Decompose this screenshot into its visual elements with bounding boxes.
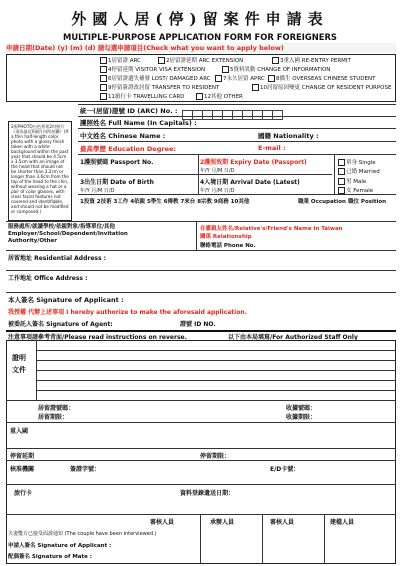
single-option[interactable]: 單身 Single — [338, 158, 376, 166]
chinese-name-label: 中文姓名 Chinese Name : — [80, 132, 166, 140]
batch-date-label: 資料登錄遺送日期： — [180, 490, 235, 497]
apply-item-11[interactable]: 11旅行卡 TRAVELLING CARD — [100, 92, 184, 100]
travel-card-label: 旅行卡 — [14, 490, 33, 497]
row-divider — [6, 250, 396, 251]
apply-item-5[interactable]: 5資料異動 CHANGE OF INFORMATION — [222, 65, 330, 73]
ed-card-label: E/D卡號： — [270, 466, 300, 473]
filer-label: 建檔人員 — [330, 519, 355, 526]
office-label: 工作地址 Office Address : — [8, 275, 88, 282]
couple-mate-signature: 配偶簽名 Signature of Mate : — [8, 554, 92, 560]
row-divider — [36, 370, 396, 371]
agent-id-label: 證號 ID NO. — [180, 321, 216, 328]
form-title-zh: 外國人居(停)留案件申請表 — [71, 10, 329, 28]
row-divider — [36, 360, 396, 361]
employer-label: 服務處所/就讀學校/依親對象/指導單位/其他 Employer/School/Dependent/Invitation Authority/Other — [8, 224, 128, 244]
married-option[interactable]: 已婚 Married — [338, 167, 380, 175]
row-divider — [6, 460, 396, 461]
position-label: 職位 Position — [348, 199, 387, 205]
visa-no-label: 簽證字號： — [70, 466, 101, 473]
row-divider — [6, 221, 396, 222]
dob-label: 3出生日期 Date of Birth — [80, 179, 154, 186]
male-option[interactable]: 男 Male — [338, 177, 366, 185]
row-divider — [78, 141, 396, 142]
row-divider — [36, 390, 396, 391]
row-divider — [36, 380, 396, 381]
row-divider — [6, 292, 396, 293]
stop-label: 停留延期 — [10, 453, 35, 460]
col-divider — [196, 221, 197, 250]
row-divider — [78, 128, 396, 129]
apply-item-8[interactable]: 8僑生 OVERSEAS CHINESE STUDENT — [268, 74, 375, 82]
row-divider — [6, 514, 396, 515]
row-divider — [78, 116, 396, 117]
return-label: 重入國 — [10, 428, 29, 435]
relationship-label: 關係 Relationship — [200, 234, 252, 240]
auditor-label: 審核人員 — [150, 519, 175, 526]
apply-item-4[interactable]: 4停留延期 VISITOR VISA EXTENSION — [100, 65, 205, 73]
row-divider — [6, 270, 396, 271]
dob-ymd: 年/Y 月/M 日/D — [80, 188, 115, 194]
arc-no-label: 統一(居留)證號 ID (ARC) No. : — [80, 107, 178, 115]
signature-label: 本人簽名 Signature of Applicant : — [8, 296, 124, 304]
couple-applicant-signature: 申請人簽名 Signature of Applicant : — [8, 543, 112, 549]
date-bar: 申請日期(Date) (y) (m) (d) 請勾選申請項目(Check what you want to apply below) — [6, 43, 396, 53]
row-divider — [78, 154, 396, 155]
apply-item-7[interactable]: 7永久居留 APRC — [215, 74, 265, 82]
review-label: 核准機關 — [10, 466, 35, 473]
handler-label: 承辦人員 — [210, 519, 235, 526]
col-divider — [200, 514, 201, 564]
nationality-label: 國籍 Nationality : — [258, 132, 319, 140]
authorize-text: 我授權 代辦上述事項 I hereby authorize to make the aforesaid application. — [8, 309, 247, 316]
apply-item-6[interactable]: 6居留證遺失補發 LOST/ DAMAGED ARC — [100, 74, 211, 82]
apply-item-12[interactable]: 12其他 OTHER — [196, 92, 243, 100]
expiry-label: 2護照效期 Expiry Date (Passport) — [200, 159, 307, 166]
apply-item-9[interactable]: 9停留簽證改居留 TRANSFER TO RESIDENT — [100, 83, 219, 91]
arc-review-label: 居留證號碼： — [38, 405, 75, 412]
apply-item-10[interactable]: 10居留原因變更 CHANGE OF RESIDENT PURPOSE — [252, 83, 391, 91]
row-divider — [78, 174, 332, 175]
passport-label: 1護照號碼 Passport No. — [80, 159, 154, 166]
apply-item-3[interactable]: 3重入國 RE-ENTRY PERMIT — [272, 56, 351, 64]
reverse-note: 注意事項請參考背面/Please read instructions on reverse. — [8, 334, 187, 341]
documents-label: 證明文件 — [12, 354, 26, 374]
row-divider — [36, 350, 396, 351]
arrival-ymd: 年/Y 月/M 日/D — [200, 188, 235, 194]
apply-item-1[interactable]: 1居留證 ARC — [100, 56, 141, 64]
relative-label: 在臺親友姓名/Relative's/Friend's Name in Taiwan — [200, 226, 343, 232]
occupation-label: 職業 Occupation — [298, 199, 346, 205]
female-option[interactable]: 女 Female — [338, 186, 373, 194]
education-label: 最高學歷 Education Degree: — [80, 145, 176, 153]
row-divider — [78, 194, 396, 195]
receipt-date-label: 收據期限： — [286, 414, 317, 421]
apply-item-2[interactable]: 2居留證延期 ARC EXTENSION — [158, 56, 243, 64]
receipt-label: 收據號碼： — [286, 405, 317, 412]
phone-label: 聯絡電話 Phone No. — [200, 243, 256, 249]
arrival-label: 4入境日期 Arrival Date (Latest) — [200, 179, 300, 186]
reviewer-label: 審核人員 — [270, 519, 295, 526]
col-divider — [262, 514, 263, 564]
row-divider — [6, 448, 396, 449]
arc-no-cells[interactable] — [182, 105, 282, 124]
agent-signature-label: 被委託人簽名 Signature of Agent: — [8, 321, 113, 328]
email-label: E-mail : — [258, 144, 286, 152]
full-name-label: 護照姓名 Full Name (In Capitals) : — [80, 119, 197, 127]
couple-note: 夫妻雙方已接受面談通知 (The couple have been interviewed.) — [8, 531, 157, 537]
row-divider — [6, 422, 396, 423]
occupation-list[interactable]: 1投資 2技術 3工作 4依親 5學生 6傳教 7來台 8宗教 9商務 10其他 — [80, 199, 250, 205]
col-divider — [324, 514, 325, 564]
residence-label: 居留地址 Residential Address : — [8, 255, 107, 262]
col-divider — [334, 154, 335, 194]
photo-box: 2張PHOTO白色背景2吋照片（須為最近6個月內所拍攝）(If a thin half-length color photo with a glossy finish taken with a white background within the past year that should be 4.5cm x 3.5cm with an image of the head that should not be shorter than 3.2cm or longer than 3.6cm from the top of the head to the chin, without wearing a hat or a pair of color glasses, with clear facial features not covered and identifiable, and should not be modified or composed.) — [8, 121, 72, 221]
form-title-en: MULTIPLE-PURPOSE APPLICATION FORM FOR FOREIGNERS — [63, 32, 337, 42]
staff-only-label: 以下由本局填寫/For Authorized Staff Only — [228, 334, 358, 341]
col-divider — [198, 154, 199, 194]
valid-label: 居留期限： — [38, 414, 69, 421]
row-divider — [6, 484, 396, 485]
expiry-ymd: 年/Y 月/M 日/D — [200, 168, 235, 174]
stay-period-label: 停留期限： — [200, 453, 231, 460]
row-divider — [6, 400, 396, 401]
